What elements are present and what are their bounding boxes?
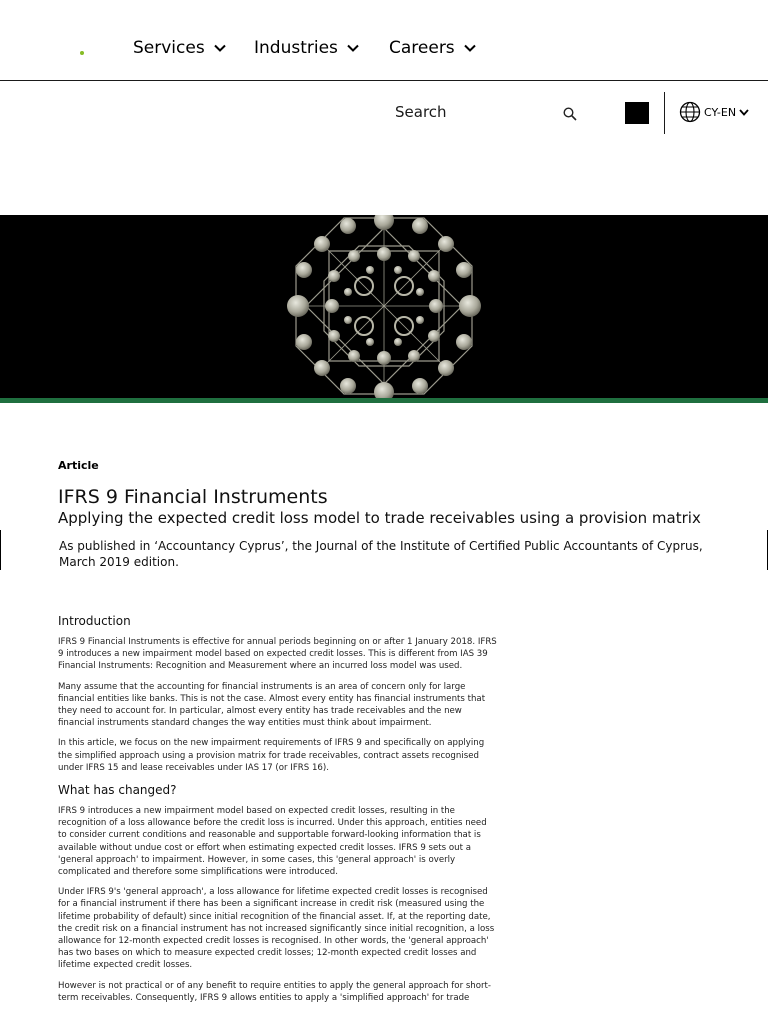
language-selector[interactable] — [679, 100, 749, 124]
paragraph: IFRS 9 introduces a new impairment model based on expected credit losses, resulting in the recognition of a loss allowance before the credit loss is incurred. Under this approach, entities need to consider current conditions and reasonable and supportable forward-looking information that is available without undue cost or effort when estimating expected credit losses. IFRS 9 sets out a 'general approach' to impairment. However, in some cases, this 'general approach' is overly complicated and therefore some simplifications were introduced. — [58, 806, 487, 878]
chevron-down-icon — [464, 44, 476, 52]
page-subtitle: Applying the expected credit loss model to trade receivables using a provision matrix — [58, 509, 701, 527]
paragraph: Under IFRS 9's 'general approach', a loss allowance for lifetime expected credit losses is recognised for a financial instrument if there has been a significant increase in credit risk (measured using the lifetime probability of default) since initial recognition of the financial asset. If, at the reporting date, the credit risk on a financial instrument has not increased significantly since initial recognition, a loss allowance for 12-month expected credit losses is recognised. In other words, the 'general approach' has two bases on which to measure expected credit losses; 12-month expected credit losses and lifetime expected credit losses. — [58, 887, 495, 971]
globe-icon — [679, 101, 701, 123]
paragraph: Many assume that the accounting for financial instruments is an area of concern only for large financial entities like banks. This is not the case. Almost every entity has financial instruments that they need to account for. In particular, almost every entity has trade receivables and the new financial instruments standard changes the way entities must think about impairment. — [58, 681, 486, 729]
menu-square-button[interactable] — [625, 102, 649, 124]
edge-line-left — [0, 530, 1, 570]
section-heading: Introduction — [58, 614, 131, 628]
chevron-down-icon — [739, 109, 749, 116]
section-heading: What has changed? — [58, 783, 177, 797]
nav-services-label: Services — [133, 38, 205, 58]
paragraph: In this article, we focus on the new impairment requirements of IFRS 9 and specifically on applying the simplified approach using a provision matrix for trade receivables, contract assets recognised under IFRS 15 and lease receivables under IAS 17 (or IFRS 16). — [58, 738, 485, 773]
section-what-has-changed — [58, 783, 498, 1004]
publication-note: As published in ‘Accountancy Cyprus’, the Journal of the Institute of Certified Public Accountants of Cyprus, March 2019 edition. — [59, 539, 703, 569]
nav-services[interactable] — [133, 36, 226, 60]
chevron-down-icon — [214, 44, 226, 52]
divider — [664, 92, 665, 134]
hero-image — [0, 215, 768, 398]
search-input[interactable]: Search — [395, 103, 447, 121]
nav-careers-label: Careers — [389, 38, 455, 58]
section-introduction — [58, 614, 498, 774]
logo-dot[interactable] — [80, 51, 84, 55]
nav-careers[interactable] — [389, 36, 476, 60]
top-navigation — [0, 0, 768, 81]
nav-industries[interactable] — [254, 36, 359, 60]
language-label: CY-EN — [704, 105, 737, 119]
gear-mandala-illustration — [0, 215, 768, 398]
hero-accent-stripe — [0, 398, 768, 403]
chevron-down-icon — [347, 44, 359, 52]
nav-industries-label: Industries — [254, 38, 338, 58]
article-eyebrow: Article — [58, 459, 99, 472]
paragraph: IFRS 9 Financial Instruments is effective for annual periods beginning on or after 1 January 2018. IFRS 9 introduces a new impairment model based on expected credit losses. This is different from IAS 39 Financial Instruments: Recognition and Measurement where an incurred loss model was used. — [58, 637, 497, 672]
search-icon[interactable] — [562, 106, 578, 122]
paragraph: However is not practical or of any benefit to require entities to apply the general approach for short-term receivables. Consequently, IFRS 9 allows entities to apply a 'simplified approach' for trade — [58, 980, 492, 1003]
page-title: IFRS 9 Financial Instruments — [58, 486, 328, 508]
